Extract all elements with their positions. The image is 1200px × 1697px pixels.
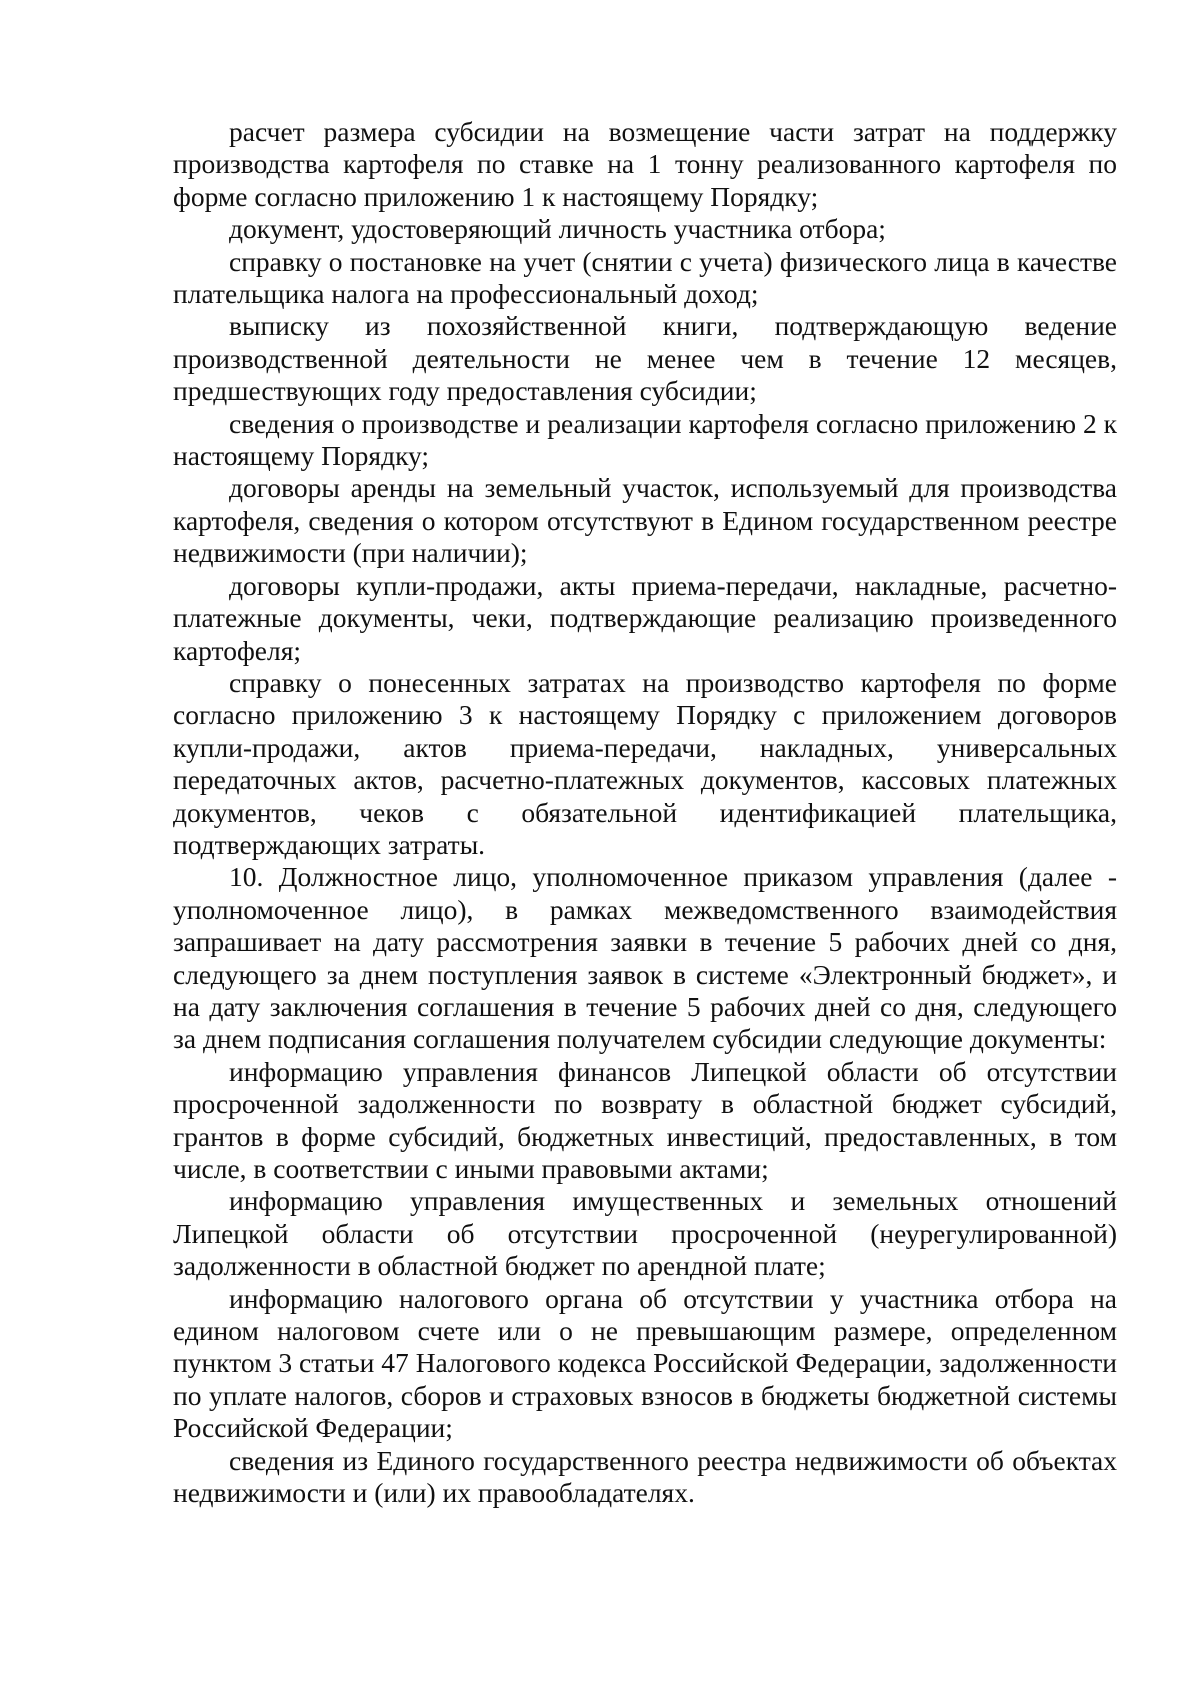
paragraph-subsidy-calculation: расчет размера субсидии на возмещение части затрат на поддержку производства картофеля по ставке на 1 тонну реализованного картофеля по форме согласно приложению 1 к настоящему Порядку; xyxy=(173,116,1117,212)
paragraph-production-info: сведения о производстве и реализации картофеля согласно приложению 2 к настоящему Порядку; xyxy=(173,407,1117,472)
paragraph-sales-documents: договоры купли-продажи, акты приема-передачи, накладные, расчетно-платежные документы, чеки, подтверждающие реализацию произведенного картофеля; xyxy=(173,569,1117,666)
paragraph-finance-info: информацию управления финансов Липецкой области об отсутствии просроченной задолженности по возврату в областной бюджет субсидий, грантов в форме субсидий, бюджетных инвестиций, предоставленных, в том числе, в соответствии с иными правовыми актами; xyxy=(173,1055,1117,1184)
paragraph-lease-agreements: договоры аренды на земельный участок, используемый для производства картофеля, сведения о котором отсутствуют в Едином государственном реестре недвижимости (при наличии); xyxy=(173,472,1117,569)
paragraph-item-10: 10. Должностное лицо, уполномоченное приказом управления (далее - уполномоченное лицо), в рамках межведомственного взаимодействия запрашивает на дату рассмотрения заявки в течение 5 рабочих дней со дня, следующего за днем поступления заявок в системе «Электронный бюджет», и на дату заключения соглашения в течение 5 рабочих дней со дня, следующего за днем подписания соглашения получателем субсидии следующие документы: xyxy=(173,861,1117,1055)
paragraph-tax-registration: справку о постановке на учет (снятии с учета) физического лица в качестве плательщика налога на профессиональный доход; xyxy=(173,245,1117,310)
paragraph-identity-document: документ, удостоверяющий личность участника отбора; xyxy=(229,213,886,245)
document-body xyxy=(173,116,1117,1509)
paragraph-tax-authority-info: информацию налогового органа об отсутствии у участника отбора на едином налоговом счете или о не превышающим размере, определенном пунктом 3 статьи 47 Налогового кодекса Российской Федерации, задолженности по уплате налогов, сборов и страховых взносов в бюджеты бюджетной системы Российской Федерации; xyxy=(173,1282,1117,1444)
paragraph-real-estate-registry: сведения из Единого государственного реестра недвижимости об объектах недвижимости и (или) их правообладателях. xyxy=(173,1444,1117,1509)
paragraph-household-book-extract: выписку из похозяйственной книги, подтверждающую ведение производственной деятельности не менее чем в течение 12 месяцев, предшествующих году предоставления субсидии; xyxy=(173,310,1117,407)
paragraph-property-info: информацию управления имущественных и земельных отношений Липецкой области об отсутствии просроченной (неурегулированной) задолженности в областной бюджет по арендной плате; xyxy=(173,1185,1117,1282)
paragraph-expense-certificate: справку о понесенных затратах на производство картофеля по форме согласно приложению 3 к настоящему Порядку с приложением договоров купли-продажи, актов приема-передачи, накладных, универсальных передаточных актов, расчетно-платежных документов, кассовых платежных документов, чеков с обязательной идентификацией плательщика, подтверждающих затраты. xyxy=(173,666,1117,860)
